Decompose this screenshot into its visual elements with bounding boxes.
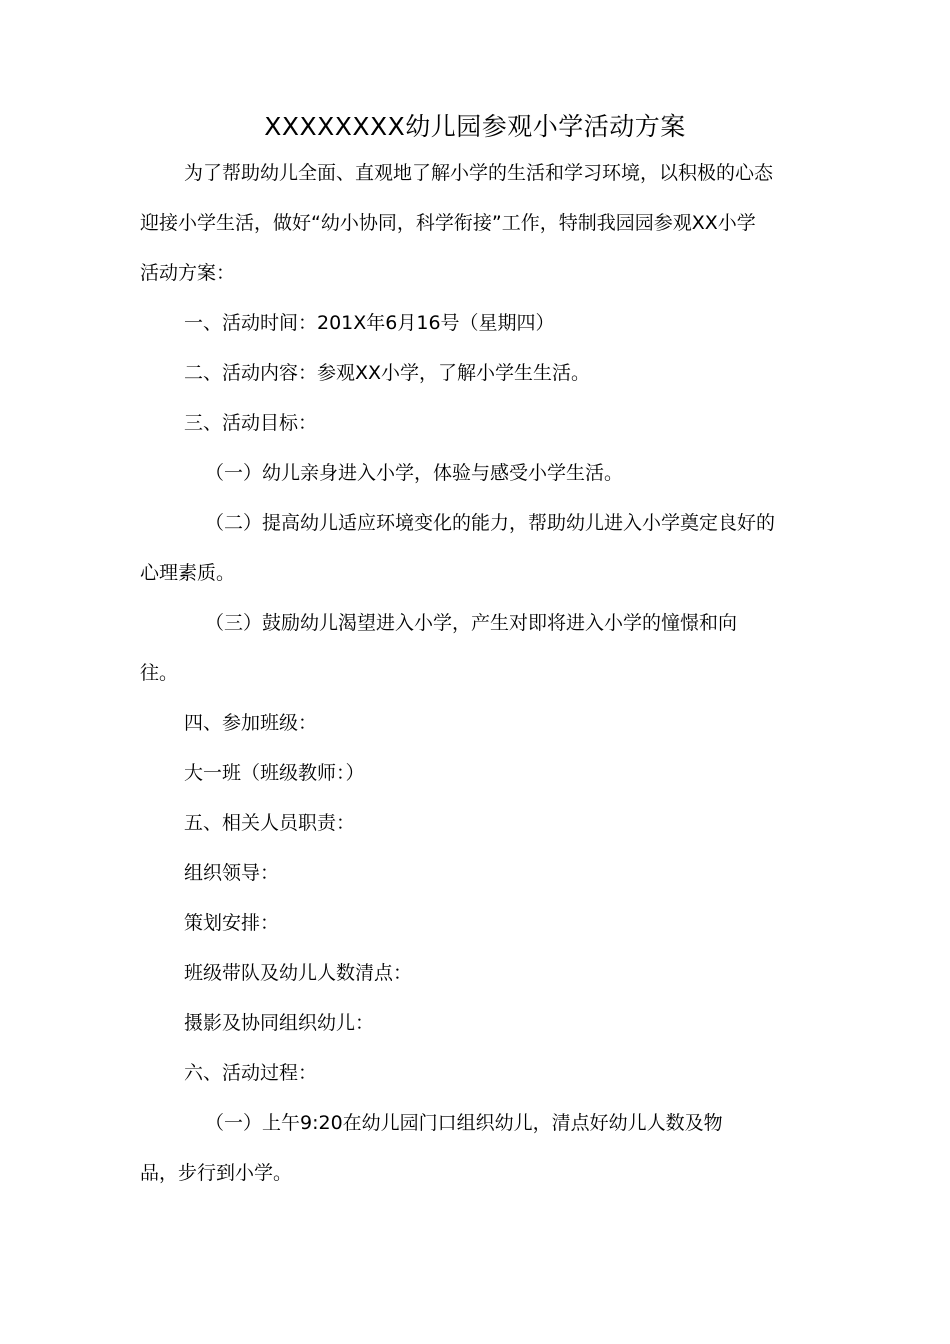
- role-line: 摄影及协同组织幼儿：: [184, 1012, 375, 1034]
- goal-item-continuation: 心理素质。: [140, 562, 236, 584]
- goal-item-continuation: 往。: [140, 662, 179, 684]
- role-line: 组织领导：: [184, 862, 280, 884]
- intro-line: 为了帮助幼儿全面、直观地了解小学的生活和学习环境，以积极的心态: [184, 162, 774, 184]
- role-line: 班级带队及幼儿人数清点：: [184, 962, 413, 984]
- process-item: （一）上午9:20在幼儿园门口组织幼儿，清点好幼儿人数及物: [205, 1112, 723, 1134]
- goal-item: （二）提高幼儿适应环境变化的能力，帮助幼儿进入小学奠定良好的: [205, 512, 776, 534]
- role-line: 策划安排：: [184, 912, 280, 934]
- section-heading: 五、相关人员职责：: [184, 812, 356, 834]
- section-heading: 四、参加班级：: [184, 712, 318, 734]
- document-title: XXXXXXXX幼儿园参观小学活动方案: [264, 112, 686, 141]
- section-heading: 三、活动目标：: [184, 412, 318, 434]
- goal-item: （三）鼓励幼儿渴望进入小学，产生对即将进入小学的憧憬和向: [205, 612, 738, 634]
- section-heading: 六、活动过程：: [184, 1062, 318, 1084]
- class-line: 大一班（班级教师：）: [184, 762, 365, 784]
- intro-line: 迎接小学生活，做好“幼小协同，科学衔接”工作，特制我园园参观XX小学: [140, 212, 756, 234]
- goal-item: （一）幼儿亲身进入小学，体验与感受小学生活。: [205, 462, 624, 484]
- process-item-continuation: 品，步行到小学。: [140, 1162, 293, 1184]
- section-heading: 二、活动内容：参观XX小学，了解小学生生活。: [184, 362, 591, 384]
- section-heading: 一、活动时间：201X年6月16号（星期四）: [184, 312, 555, 334]
- intro-line: 活动方案：: [140, 262, 236, 284]
